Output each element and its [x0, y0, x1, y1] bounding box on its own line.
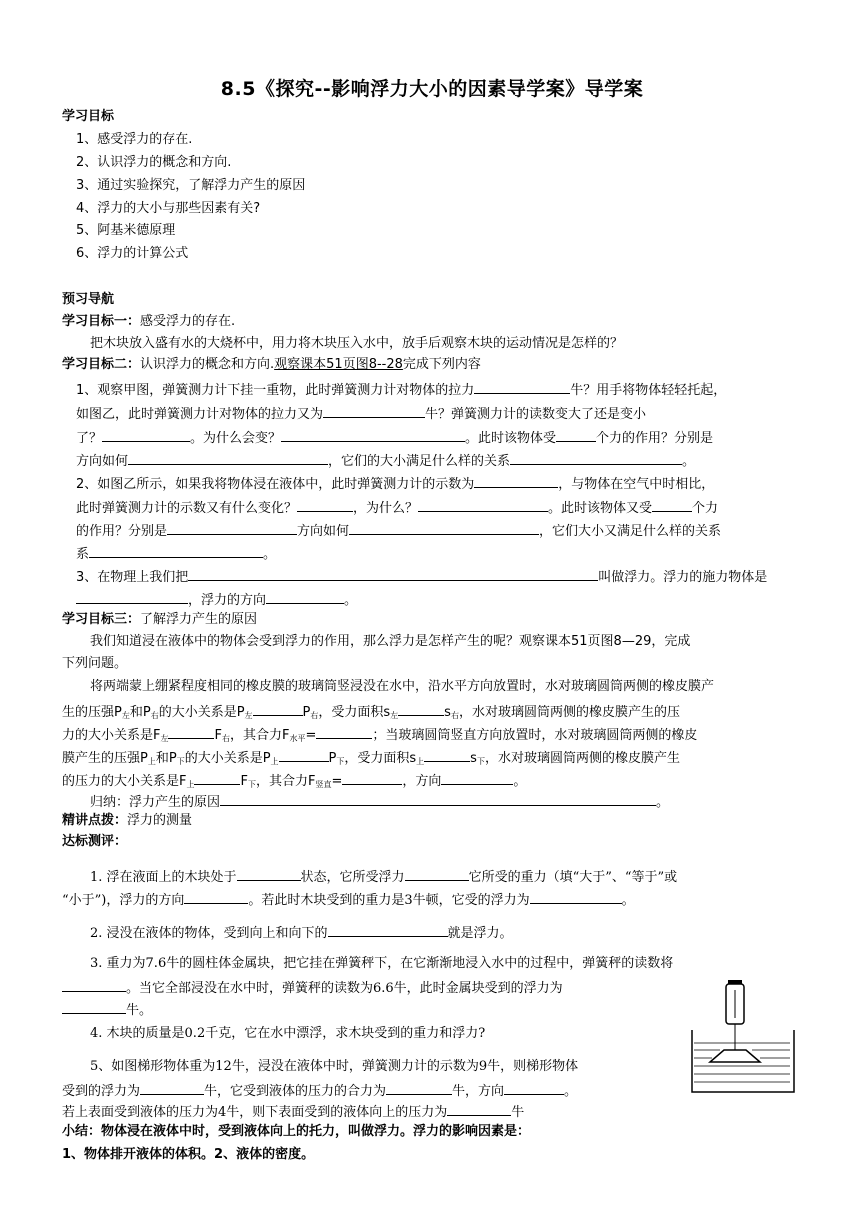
objective-item: 3、通过实验探究，了解浮力产生的原因 [76, 178, 306, 193]
test-q3-line3: 牛。 [62, 999, 152, 1020]
goal3-line: 学习目标三：了解浮力产生的原因 [62, 612, 258, 627]
q2-line1: 2、如图乙所示，如果我将物体浸在液体中，此时弹簧测力计的示数为 ，与物体在空气中时相比， [76, 473, 714, 494]
q2-line4: 系 。 [76, 543, 276, 564]
test-q4: 4. 木块的质量是0.2千克，它在水中漂浮，求木块受到的重力和浮力? [90, 1026, 486, 1041]
goal3-body1: 我们知道浸在液体中的物体会受到浮力的作用，那么浮力是怎样产生的呢？观察课本51页图8—29，完成 [90, 634, 691, 649]
goal2-line: 学习目标二：认识浮力的概念和方向.观察课本51页图8--28完成下列内容 [62, 357, 481, 372]
q1-line2: 如图乙，此时弹簧测力计对物体的拉力又为 牛？弹簧测力计的读数变大了还是变小 [76, 403, 646, 424]
preview-heading: 预习导航 [62, 292, 115, 307]
objective-item: 5、阿基米德原理 [76, 223, 176, 238]
test-q3-line1: 3. 重力为7.6牛的圆柱体金属块，把它挂在弹簧秤下，在它渐渐地浸入水中的过程中，弹簧秤的读数将 [90, 956, 674, 971]
objective-item: 4、浮力的大小与那些因素有关? [76, 201, 261, 216]
test-q1-line2: “小于”)，浮力的方向 。若此时木块受到的重力是3牛顿，它受的浮力为 。 [62, 889, 635, 910]
q2-line2: 此时弹簧测力计的示数又有什么变化？ ，为什么？ 。此时该物体又受 个力 [76, 497, 718, 518]
objectives-heading: 学习目标 [62, 109, 115, 124]
test-q5-line3: 若上表面受到液体的压力为4牛，则下表面受到的液体向上的压力为 牛 [62, 1101, 524, 1122]
pressure-p4: 膜产生的压强$P_上$和$P_下$的大小关系是$P_上$ $P_下$，受力面积$s_上$ $s_下$，水对玻璃圆筒两侧的橡皮膜产生 [62, 747, 680, 771]
test-q5-line1: 5、如图梯形物体重为12牛，浸没在液体中时，弹簧测力计的示数为9牛，则梯形物体 [90, 1059, 579, 1074]
conclusion-line2: 1、物体排开液体的体积。2、液体的密度。 [62, 1147, 315, 1162]
test-heading: 达标测评： [62, 834, 128, 849]
spring-scale-beaker-figure [690, 978, 796, 1094]
summary-line: 归纳：浮力产生的原因 。 [90, 791, 669, 812]
page-title: 8.5《探究--影响浮力大小的因素导学案》导学案 [220, 78, 644, 100]
test-q3-line2: 。当它全部浸没在水中时，弹簧秤的读数为6.6牛，此时金属块受到的浮力为 [62, 977, 563, 998]
pressure-p3: 力的大小关系是$F_左$ $F_右$，其合力$F_{水平}=$ ；当玻璃圆筒竖直方向放置时，水对玻璃圆筒两侧的橡皮 [62, 724, 697, 748]
q2-line3: 的作用？分别是 方向如何 ，它们大小又满足什么样的关系 [76, 520, 721, 541]
objective-item: 1、感受浮力的存在. [76, 132, 193, 147]
goal1-line: 学习目标一：感受浮力的存在. [62, 314, 236, 329]
test-q1-line1: 1. 浮在液面上的木块处于 状态，它所受浮力 它所受的重力（填“大于”、“等于”或 [90, 866, 677, 887]
pressure-p1: 将两端蒙上绷紧程度相同的橡皮膜的玻璃筒竖浸没在水中，沿水平方向放置时，水对玻璃圆筒两侧的橡皮膜产 [90, 679, 715, 694]
pressure-p2: 生的压强$P_左$和$P_右$的大小关系是$P_左$ $P_右$，受力面积$s_左$ $s_右$，水对玻璃圆筒两侧的橡皮膜产生的压 [62, 701, 680, 725]
q1-line1: 1、观察甲图，弹簧测力计下挂一重物，此时弹簧测力计对物体的拉力 牛？用手将物体轻轻托起， [76, 379, 726, 400]
pressure-p5: 的压力的大小关系是$F_上$ $F_下$，其合力$F_{竖直}=$ ，方向 。 [62, 770, 526, 794]
q1-line4: 方向如何 ，它们的大小满足什么样的关系 。 [76, 450, 695, 471]
conclusion-line1: 小结：物体浸在液体中时，受到液体向上的托力，叫做浮力。浮力的影响因素是： [62, 1124, 531, 1139]
key-point-line: 精讲点拨：浮力的测量 [62, 813, 193, 828]
goal3-body2: 下列问题。 [62, 656, 128, 671]
test-q2: 2. 浸没在液体的物体，受到向上和向下的 就是浮力。 [90, 922, 513, 943]
q3-line1: 3、在物理上我们把 叫做浮力。浮力的施力物体是 [76, 566, 767, 587]
goal1-body: 把木块放入盛有水的大烧杯中，用力将木块压入水中，放手后观察木块的运动情况是怎样的？ [90, 336, 624, 351]
q3-line2: ，浮力的方向 。 [76, 589, 357, 610]
objective-item: 6、浮力的计算公式 [76, 246, 189, 261]
test-q5-line2: 受到的浮力为 牛，它受到液体的压力的合力为 牛，方向 。 [62, 1080, 577, 1101]
q1-line3: 了？ 。为什么会变？ 。此时该物体受 个力的作用？分别是 [76, 427, 713, 448]
objective-item: 2、认识浮力的概念和方向. [76, 155, 232, 170]
trapezoid-object [710, 1050, 760, 1062]
